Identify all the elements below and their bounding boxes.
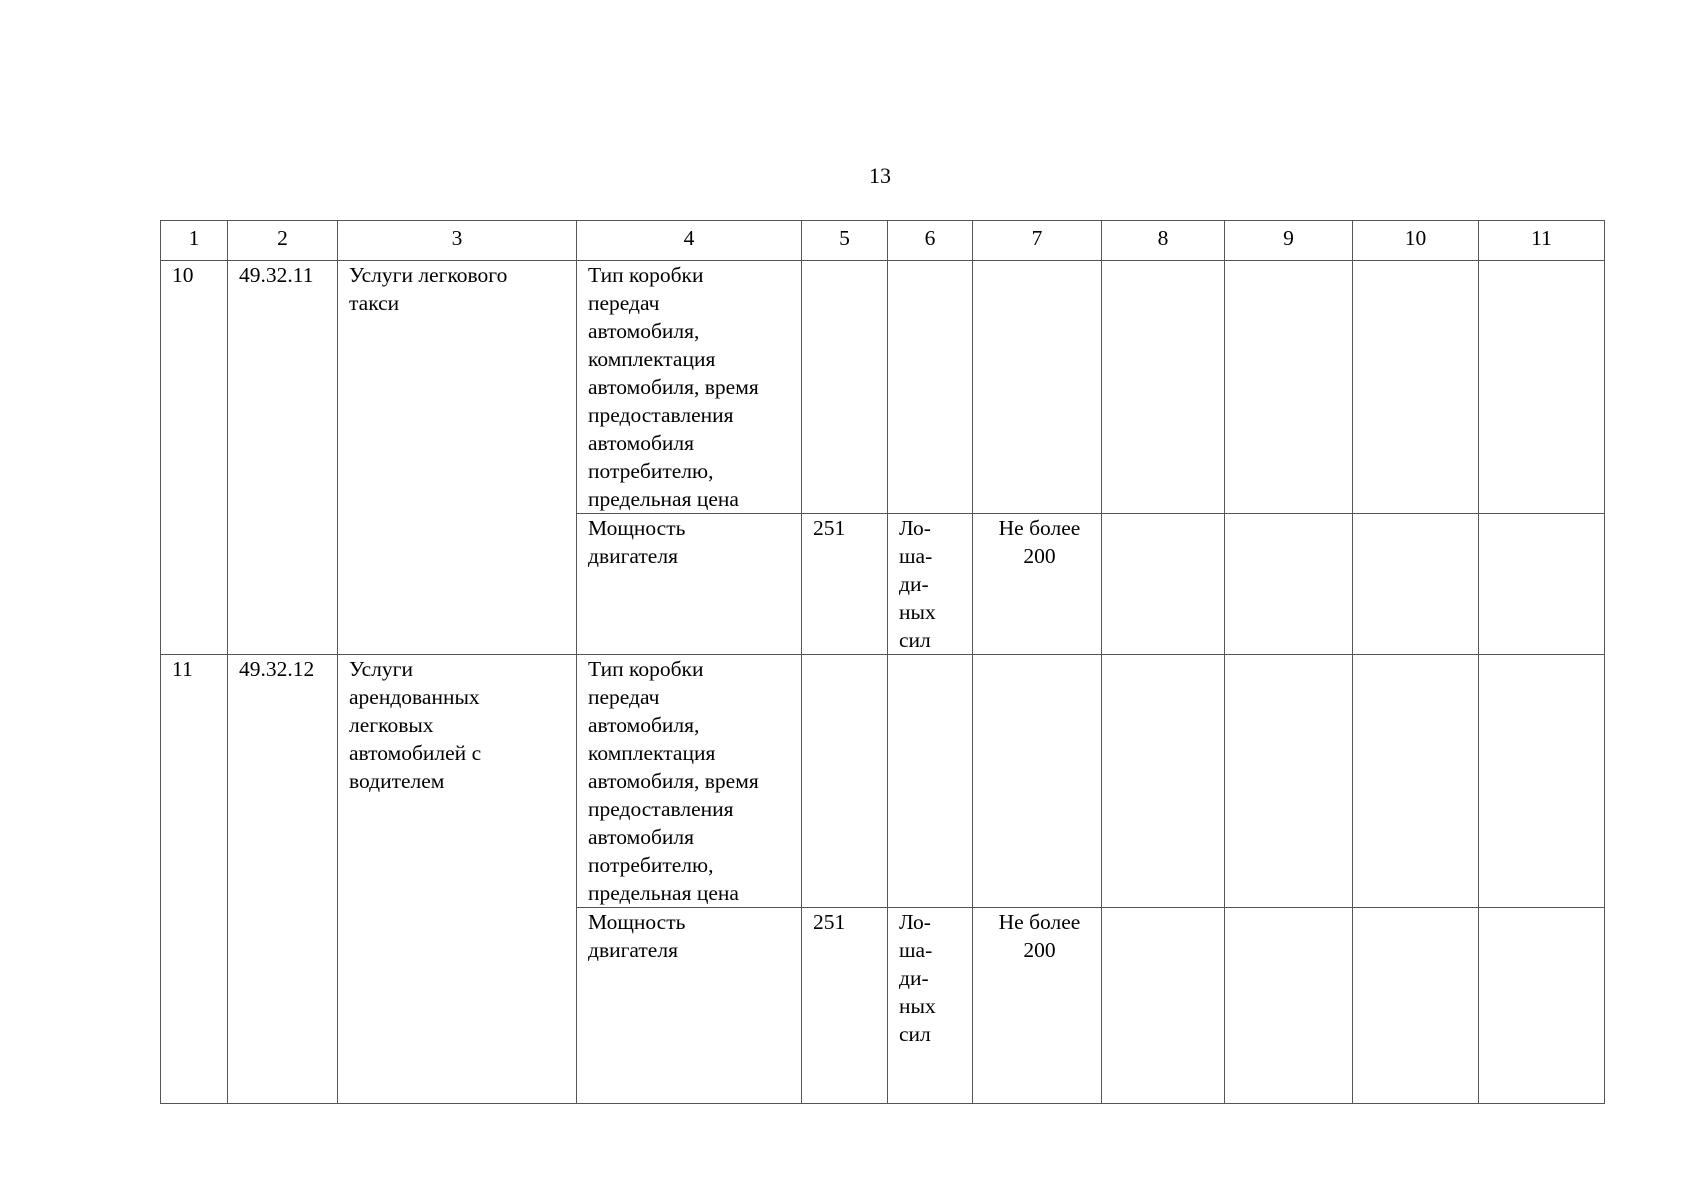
unit-code	[802, 655, 888, 908]
page-number: 13	[869, 163, 891, 188]
characteristic-value: Не более 200	[973, 908, 1102, 1104]
column-header-9: 9	[1225, 221, 1353, 261]
unit-name	[888, 261, 973, 514]
table-header-row	[161, 221, 1605, 261]
characteristic-value	[973, 655, 1102, 908]
column-header-2: 2	[228, 221, 338, 261]
unit-code	[802, 261, 888, 514]
unit-name: Ло- ша- ди- ных сил	[888, 908, 973, 1104]
characteristic-name: Тип коробки передач автомобиля, комплектация автомобиля, время предоставления автомобиля потребителю, предельная цена	[577, 655, 802, 908]
service-name: Услуги легкового такси	[338, 261, 577, 655]
column-header-7: 7	[973, 221, 1102, 261]
column-header-8: 8	[1102, 221, 1225, 261]
service-name: Услуги арендованных легковых автомобилей с водителем	[338, 655, 577, 1104]
unit-name: Ло- ша- ди- ных сил	[888, 514, 973, 655]
characteristic-name: Тип коробки передач автомобиля, комплектация автомобиля, время предоставления автомобиля потребителю, предельная цена	[577, 261, 802, 514]
empty-cell	[1102, 261, 1225, 514]
empty-cell	[1102, 908, 1225, 1104]
column-header-11: 11	[1479, 221, 1605, 261]
row-number: 10	[161, 261, 228, 655]
empty-cell	[1353, 261, 1479, 514]
table-row	[161, 261, 1605, 514]
characteristic-value: Не более 200	[973, 514, 1102, 655]
unit-code: 251	[802, 908, 888, 1104]
characteristic-value	[973, 261, 1102, 514]
requirements-table	[160, 220, 1605, 1104]
unit-name	[888, 655, 973, 908]
empty-cell	[1102, 655, 1225, 908]
empty-cell	[1479, 261, 1605, 514]
empty-cell	[1225, 908, 1353, 1104]
row-number: 11	[161, 655, 228, 1104]
okpd-code: 49.32.12	[228, 655, 338, 1104]
characteristic-name: Мощность двигателя	[577, 514, 802, 655]
column-header-1: 1	[161, 221, 228, 261]
empty-cell	[1225, 261, 1353, 514]
column-header-6: 6	[888, 221, 973, 261]
empty-cell	[1479, 514, 1605, 655]
characteristic-name: Мощность двигателя	[577, 908, 802, 1104]
empty-cell	[1353, 655, 1479, 908]
table-row	[161, 655, 1605, 908]
empty-cell	[1225, 514, 1353, 655]
empty-cell	[1479, 655, 1605, 908]
empty-cell	[1479, 908, 1605, 1104]
empty-cell	[1102, 514, 1225, 655]
column-header-4: 4	[577, 221, 802, 261]
empty-cell	[1353, 514, 1479, 655]
empty-cell	[1225, 655, 1353, 908]
empty-cell	[1353, 908, 1479, 1104]
unit-code: 251	[802, 514, 888, 655]
column-header-10: 10	[1353, 221, 1479, 261]
column-header-5: 5	[802, 221, 888, 261]
column-header-3: 3	[338, 221, 577, 261]
okpd-code: 49.32.11	[228, 261, 338, 655]
